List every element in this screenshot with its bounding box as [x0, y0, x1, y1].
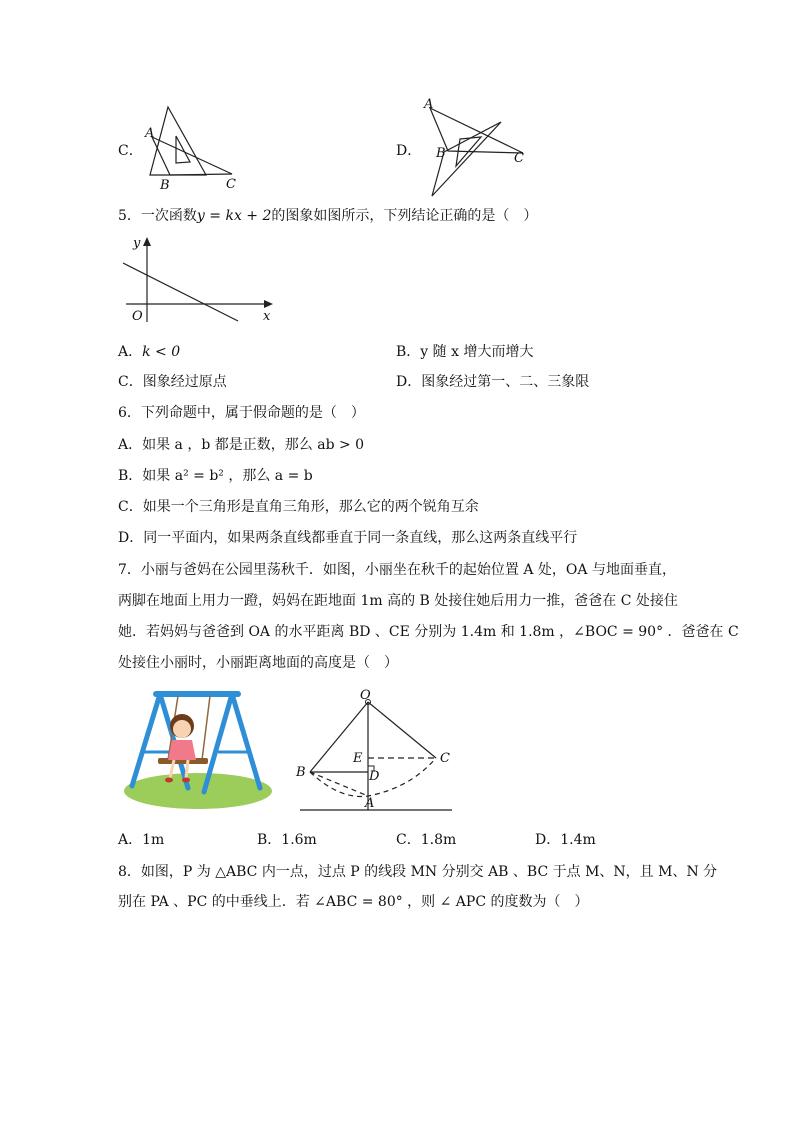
segment-oc [368, 702, 436, 758]
girl-dress [168, 740, 196, 760]
q5-option-b[interactable]: B．y 随 x 增大而增大 [396, 344, 534, 360]
q7-option-d[interactable]: D．1.4m [535, 832, 596, 848]
q4-d-label-c: C [514, 151, 524, 166]
q7-label-e: E [353, 751, 363, 766]
q5-formula: y = kx + 2 [196, 208, 272, 224]
q4-c-label-c: C [226, 177, 236, 192]
q6-option-b[interactable]: B．如果 a² = b² ，那么 a = b [118, 468, 313, 484]
q7-option-c[interactable]: C．1.8m [396, 832, 457, 848]
q7-line-3: 她．若妈妈与爸爸到 OA 的水平距离 BD 、CE 分别为 1.4m 和 1.8m ，∠BOC = 90° ．爸爸在 C [118, 624, 739, 640]
q6-stem: 6．下列命题中，属于假命题的是（ ） [118, 405, 365, 421]
q4-option-c-label[interactable]: C． [118, 143, 143, 159]
q7-line-1: 7．小丽与爸妈在公园里荡秋千．如图，小丽坐在秋千的起始位置 A 处，OA 与地面垂直， [118, 562, 676, 578]
q4-figure-c [138, 100, 248, 192]
q5-option-a[interactable]: A．k < 0 [118, 344, 181, 360]
q5-graph-origin: O [132, 309, 143, 324]
q8-line-2: 别在 PA 、PC 的中垂线上．若 ∠ABC = 80° ，则 ∠ APC 的度数为（ ） [118, 894, 589, 910]
q7-label-c: C [440, 751, 450, 766]
q7-option-a[interactable]: A．1m [118, 832, 165, 848]
q7-option-b[interactable]: B．1.6m [257, 832, 317, 848]
q6-option-d[interactable]: D．同一平面内，如果两条直线都垂直于同一条直线，那么这两条直线平行 [118, 530, 578, 546]
q7-line-2: 两脚在地面上用力一蹬，妈妈在距地面 1m 高的 B 处接住她后用力一推，爸爸在 C 处接住 [118, 593, 678, 609]
girl-face [173, 720, 191, 738]
q4-option-d-label[interactable]: D． [396, 143, 422, 159]
q5-function-graph [118, 234, 288, 326]
q5-stem-prefix: 5．一次函数 [118, 208, 197, 224]
q5-option-d[interactable]: D．图象经过第一、二、三象限 [396, 374, 590, 390]
q7-label-d: D [369, 769, 380, 784]
q4-d-label-a: A [424, 97, 434, 112]
q4-d-label-b: B [436, 146, 446, 161]
q4-c-small-triangle [152, 137, 232, 175]
q5-stem-suffix: 的图象如图所示，下列结论正确的是（ ） [271, 208, 538, 224]
q5-graph-y: y [133, 236, 141, 251]
q5-option-c[interactable]: C．图象经过原点 [118, 374, 227, 390]
q5-y-arrow [143, 237, 151, 246]
q5-stem [118, 206, 537, 226]
q7-label-b: B [296, 765, 306, 780]
grass-patch [124, 773, 272, 809]
q6-option-a[interactable]: A．如果 a ，b 都是正数，那么 ab > 0 [118, 437, 365, 453]
q4-c-label-b: B [160, 178, 170, 192]
q7-swing-illustration [120, 688, 275, 813]
q7-geometry-diagram [290, 684, 460, 814]
q7-label-a: A [365, 796, 375, 811]
segment-ba [310, 772, 368, 796]
q8-line-1: 8．如图，P 为 △ABC 内一点，过点 P 的线段 MN 分别交 AB 、BC 于点 M、N，且 M、N 分 [118, 864, 718, 880]
q7-label-o: O [360, 688, 371, 703]
q7-line-4: 处接住小丽时，小丽距离地面的高度是（ ） [118, 655, 398, 671]
q5-x-arrow [264, 300, 273, 308]
q4-c-label-a: A [145, 126, 155, 141]
q6-option-c[interactable]: C．如果一个三角形是直角三角形，那么它的两个锐角互余 [118, 499, 479, 515]
q4-figure-d [418, 96, 533, 200]
q5-graph-x: x [263, 309, 271, 324]
